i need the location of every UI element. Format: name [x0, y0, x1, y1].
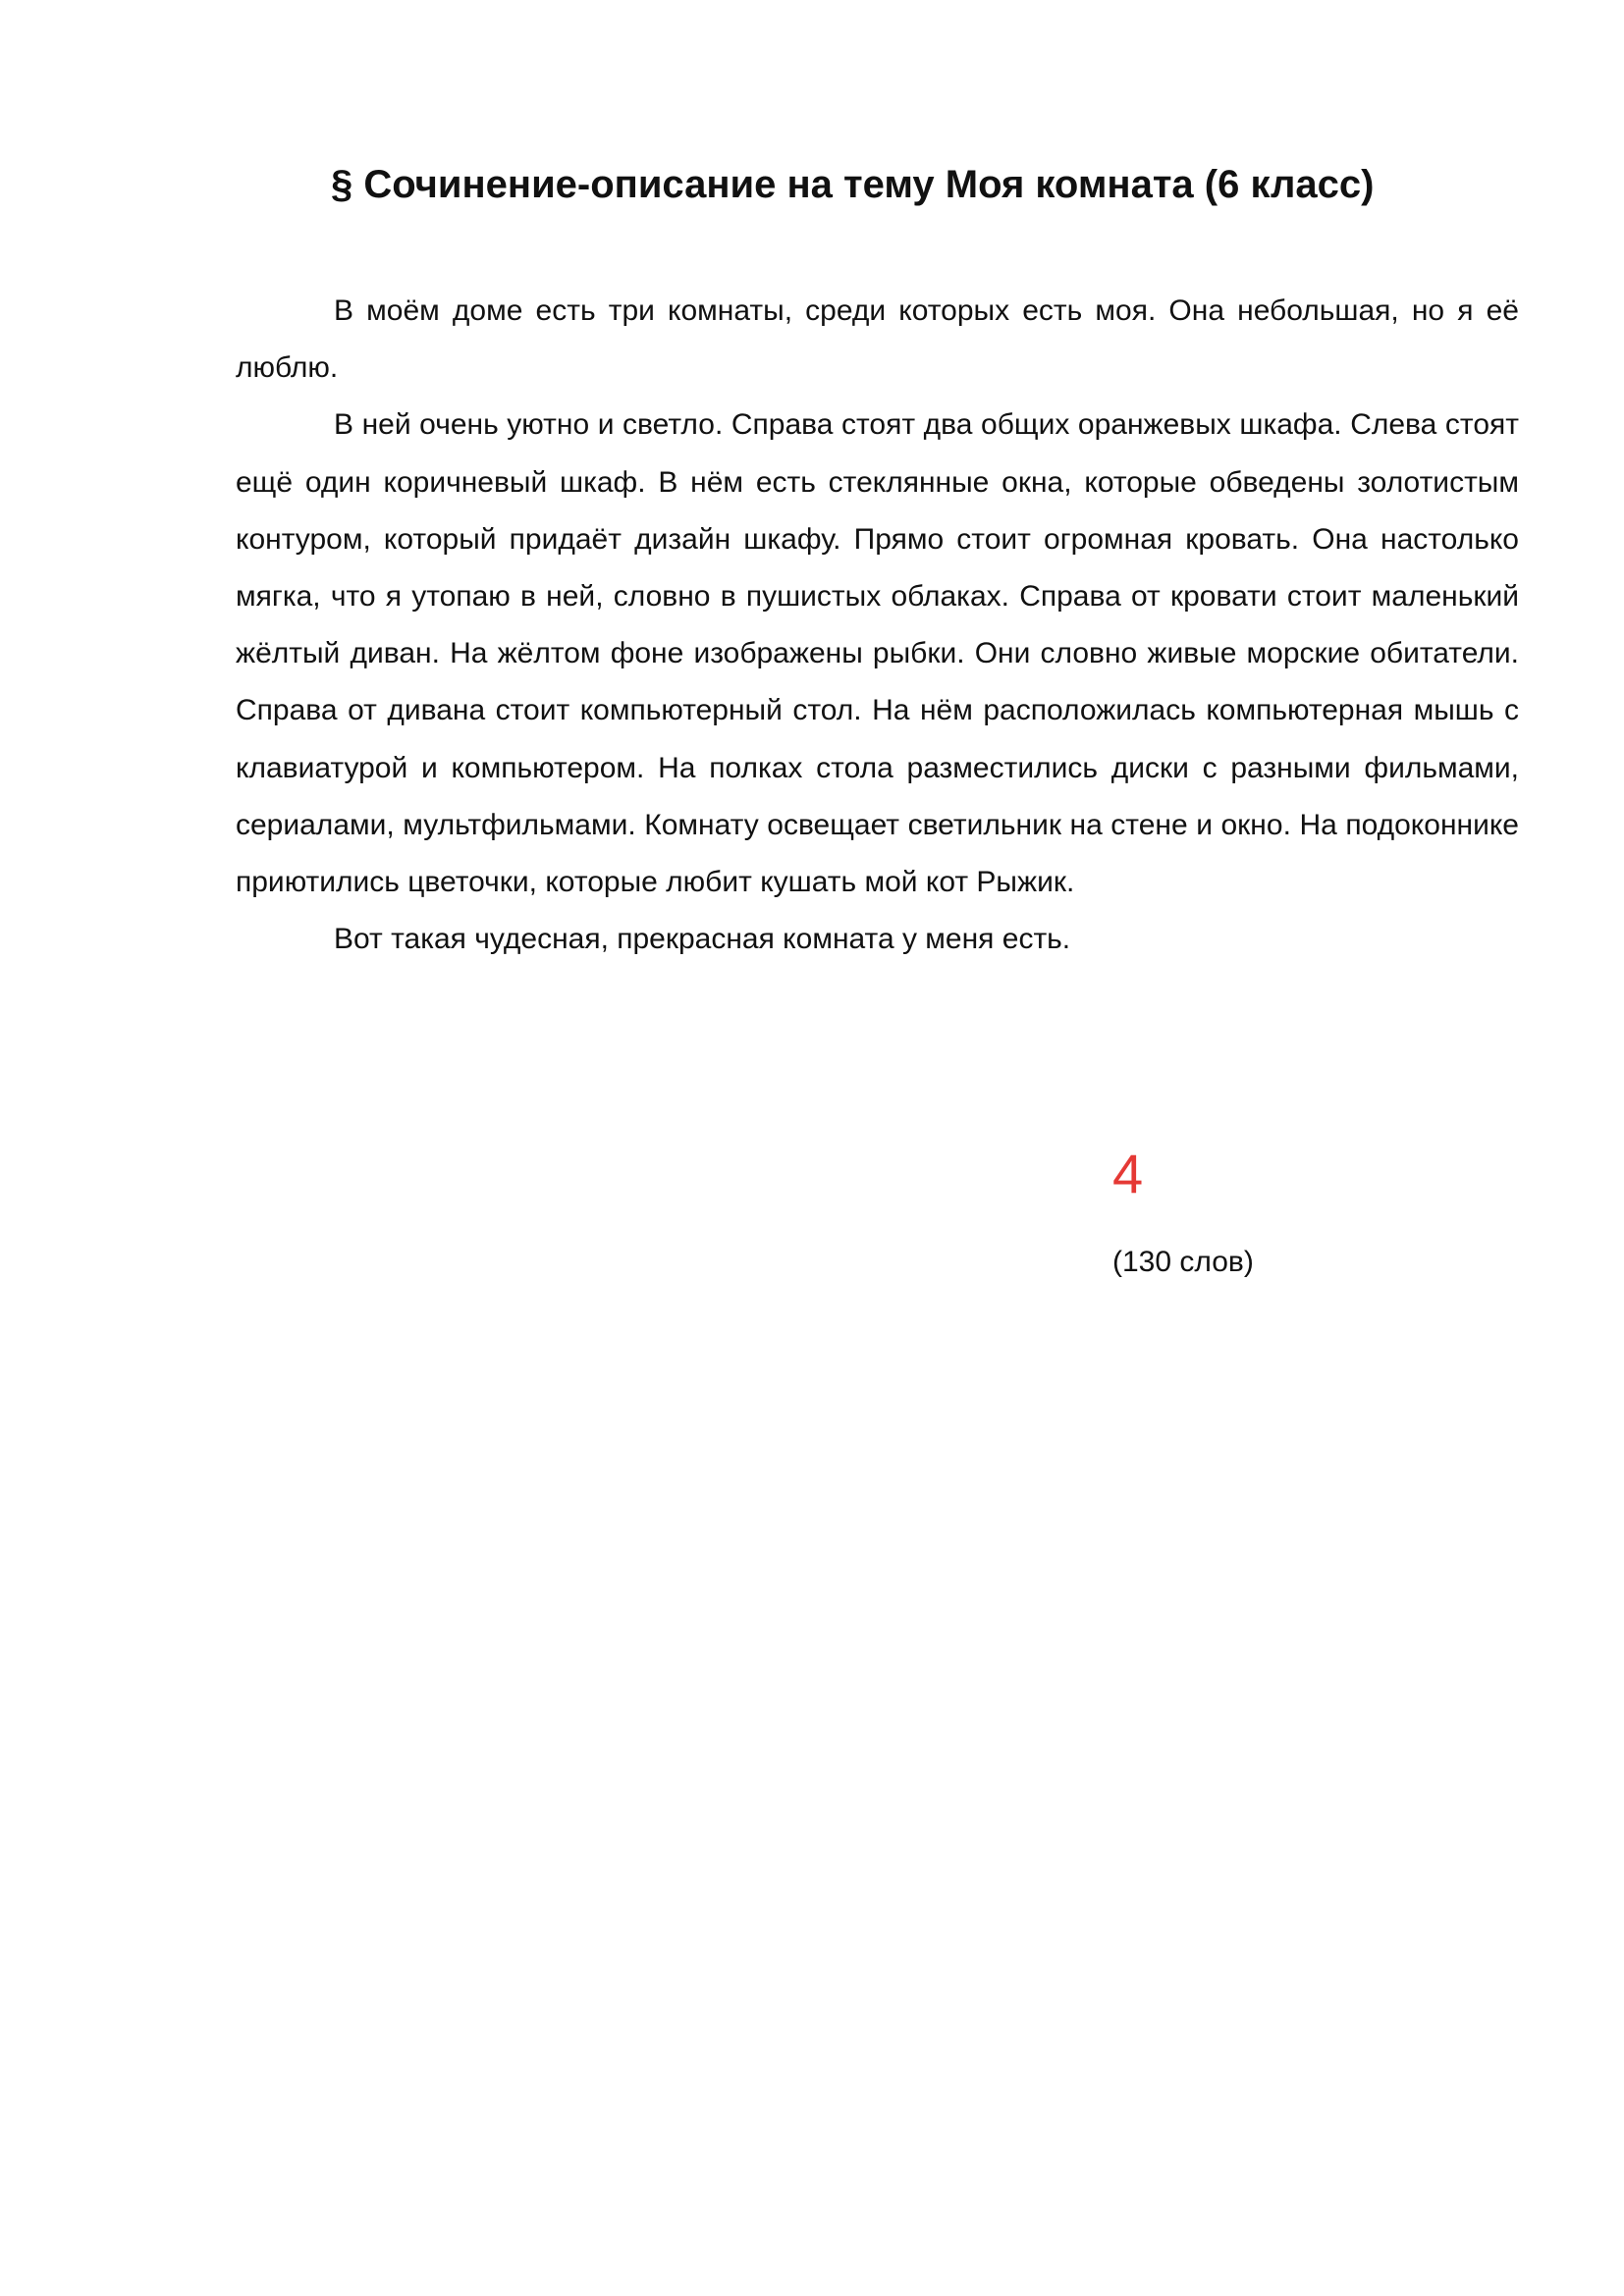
- grade-mark: 4: [1112, 1143, 1144, 1204]
- word-count: (130 слов): [1112, 1246, 1254, 1278]
- paragraph-2: В ней очень уютно и светло. Справа стоят два общих оранжевых шкафа. Слева стоят ещё один коричневый шкаф. В нём есть стеклянные окна, которые обведены золотистым контуром, который придаёт дизайн шкафу. Прямо стоит огромная кровать. Она настолько мягка, что я утопаю в ней, словно в пушистых облаках. Справа от кровати стоит маленький жёлтый диван. На жёлтом фоне изображены рыбки. Они словно живые морские обитатели. Справа от дивана стоит компьютерный стол. На нём расположилась компьютерная мышь с клавиатурой и компьютером. На полках стола разместились диски с разными фильмами, сериалами, мультфильмами. Комнату освещает светильник на стене и окно. На подоконнике приютились цветочки, которые любит кушать мой кот Рыжик.: [236, 408, 1519, 899]
- paragraph-3: Вот такая чудесная, прекрасная комната у меня есть.: [334, 923, 1071, 956]
- essay-body: [236, 283, 1519, 968]
- paragraph-1: В моём доме есть три комнаты, среди которых есть моя. Она небольшая, но я её люблю.: [236, 294, 1519, 385]
- document-title: § Сочинение-описание на тему Моя комната (6 класс): [331, 163, 1375, 206]
